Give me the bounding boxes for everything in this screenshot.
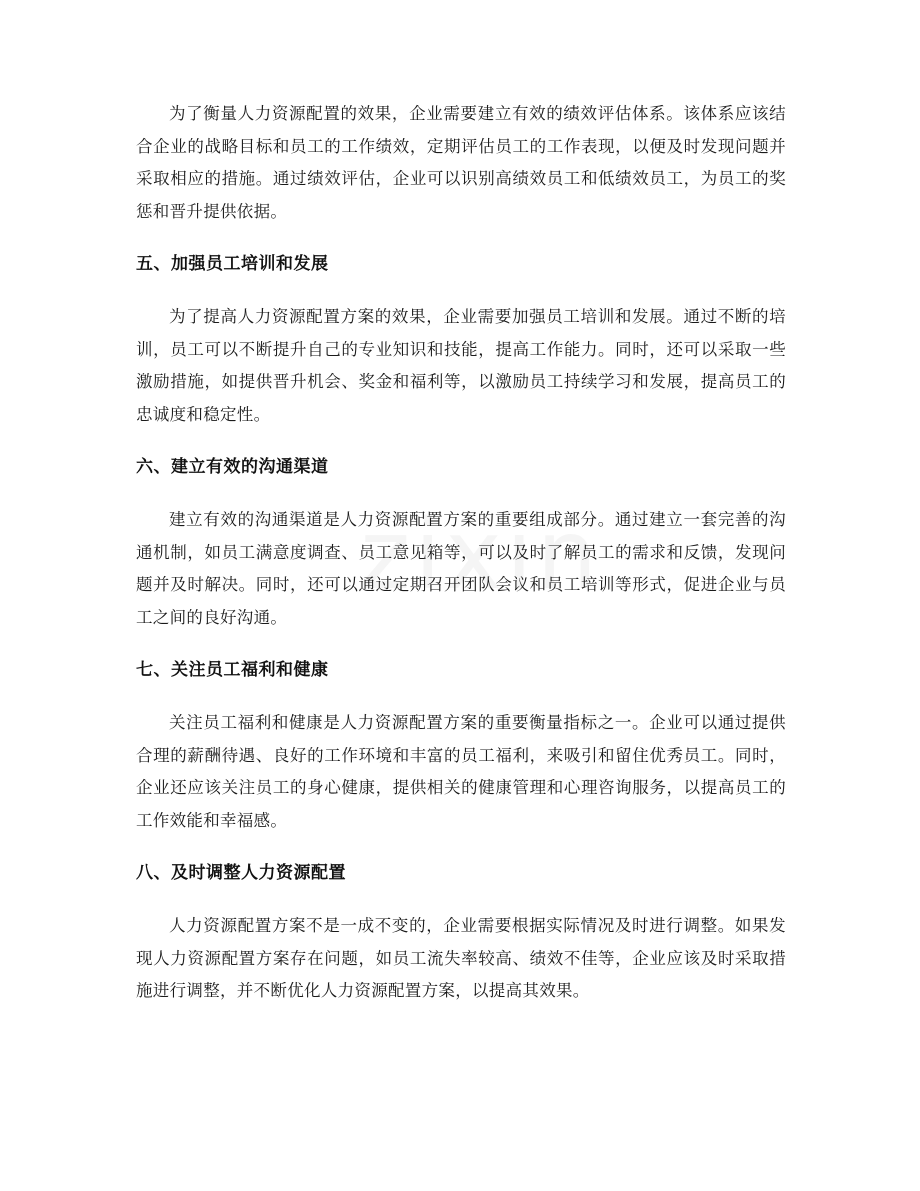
document-body: [136, 98, 786, 1008]
section-heading-8: 八、及时调整人力资源配置: [136, 863, 346, 883]
section-paragraph-8: 人力资源配置方案不是一成不变的，企业需要根据实际情况及时进行调整。如果发现人力资源配置方案存在问题，如员工流失率较高、绩效不佳等，企业应该及时采取措施进行调整，并不断优化人力资源配置方案，以提高其效果。: [136, 916, 786, 1000]
section-paragraph-6: 建立有效的沟通渠道是人力资源配置方案的重要组成部分。通过建立一套完善的沟通机制，如员工满意度调查、员工意见箱等，可以及时了解员工的需求和反馈，发现问题并及时解决。同时，还可以通过定期召开团队会议和员工培训等形式，促进企业与员工之间的良好沟通。: [136, 510, 786, 627]
intro-paragraph: 为了衡量人力资源配置的效果，企业需要建立有效的绩效评估体系。该体系应该结合企业的战略目标和员工的工作绩效，定期评估员工的工作表现，以便及时发现问题并采取相应的措施。通过绩效评估，企业可以识别高绩效员工和低绩效员工，为员工的奖惩和晋升提供依据。: [136, 104, 786, 221]
section-heading-6: 六、建立有效的沟通渠道: [136, 457, 329, 477]
section-heading-7: 七、关注员工福利和健康: [136, 660, 329, 680]
section-heading-5: 五、加强员工培训和发展: [136, 254, 329, 274]
section-paragraph-7: 关注员工福利和健康是人力资源配置方案的重要衡量指标之一。企业可以通过提供合理的薪酬待遇、良好的工作环境和丰富的员工福利，来吸引和留住优秀员工。同时，企业还应该关注员工的身心健康，提供相关的健康管理和心理咨询服务，以提高员工的工作效能和幸福感。: [136, 713, 786, 830]
section-paragraph-5: 为了提高人力资源配置方案的效果，企业需要加强员工培训和发展。通过不断的培训，员工可以不断提升自己的专业知识和技能，提高工作能力。同时，还可以采取一些激励措施，如提供晋升机会、奖金和福利等，以激励员工持续学习和发展，提高员工的忠诚度和稳定性。: [136, 307, 786, 424]
